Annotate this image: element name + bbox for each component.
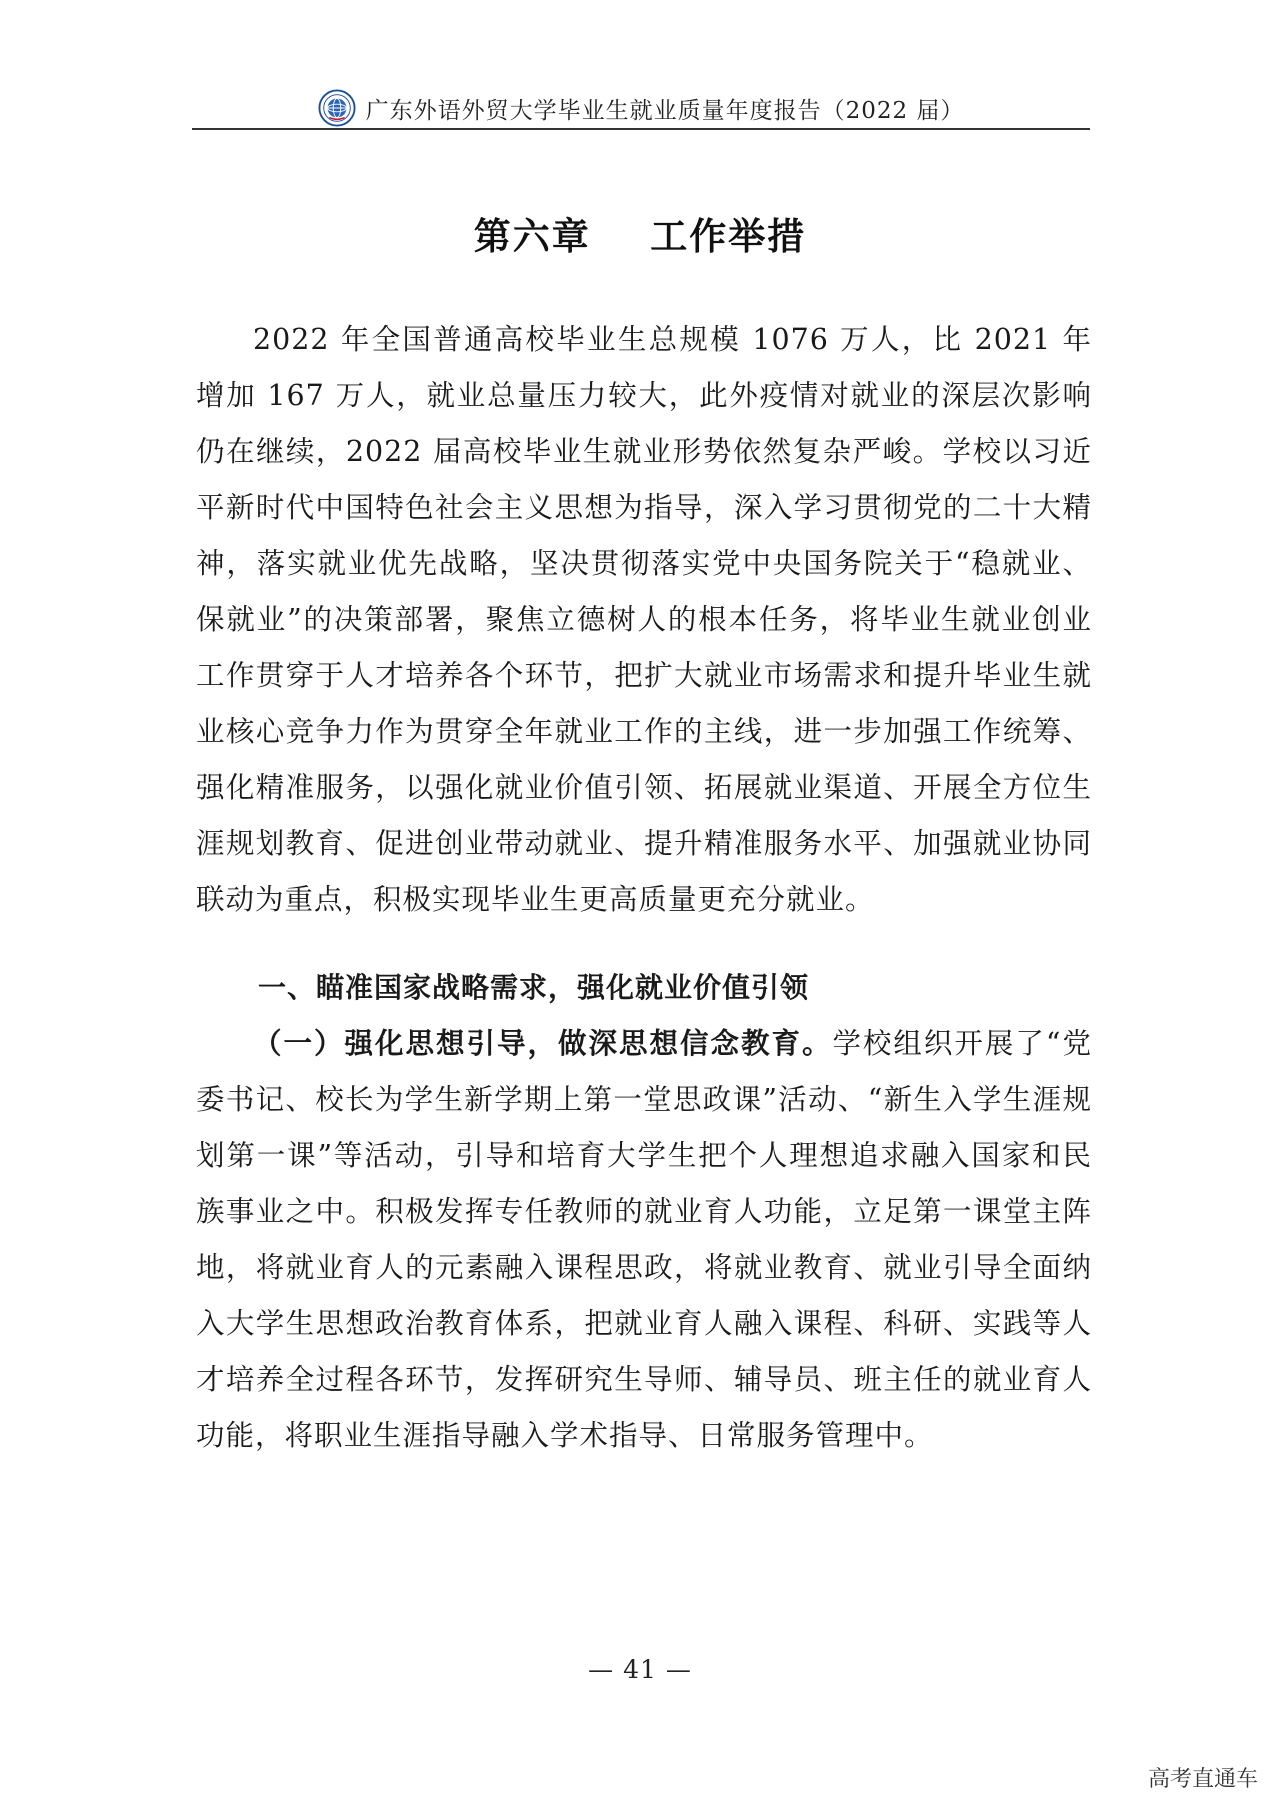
chapter-title: 第六章 工作举措: [473, 215, 807, 258]
page-body: [196, 312, 1092, 1464]
header-divider: [192, 128, 1090, 130]
subsection-paragraph: [196, 1016, 1092, 1464]
watermark: 高考直通车: [1147, 1767, 1258, 1792]
report-title: 广东外语外贸大学毕业生就业质量年度报告（2022 届）: [365, 97, 965, 124]
university-seal-icon: [318, 89, 356, 127]
page-number: — 41 —: [588, 1655, 692, 1684]
subsection-body: 学校组织开展了“党委书记、校长为学生新学期上第一堂思政课”活动、“新生入学生涯规划第一课”等活动，引导和培育大学生把个人理想追求融入国家和民族事业之中。积极发挥专任教师的就业育人功能，立足第一课堂主阵地，将就业育人的元素融入课程思政，将就业教育、就业引导全面纳入大学生思想政治教育体系，把就业育人融入课程、科研、实践等人才培养全过程各环节，发挥研究生导师、辅导员、班主任的就业育人功能，将职业生涯指导融入学术指导、日常服务管理中。: [196, 1027, 1092, 1452]
subsection-heading: （一）强化思想引导，做深思想信念教育。: [253, 1027, 833, 1060]
intro-paragraph: 2022 年全国普通高校毕业生总规模 1076 万人，比 2021 年增加 167 万人，就业总量压力较大，此外疫情对就业的深层次影响仍在继续，2022 届高校毕业生就业形势依然复杂严峻。学校以习近平新时代中国特色社会主义思想为指导，深入学习贯彻党的二十大精神，落实就业优先战略，坚决贯彻落实党中央国务院关于“稳就业、保就业”的决策部署，聚焦立德树人的根本任务，将毕业生就业创业工作贯穿于人才培养各个环节，把扩大就业市场需求和提升毕业生就业核心竞争力作为贯穿全年就业工作的主线，进一步加强工作统筹、强化精准服务，以强化就业价值引领、拓展就业渠道、开展全方位生涯规划教育、促进创业带动就业、提升精准服务水平、加强就业协同联动为重点，积极实现毕业生更高质量更充分就业。: [196, 323, 1092, 916]
section-heading: 一、瞄准国家战略需求，强化就业价值引领: [258, 971, 810, 1004]
page-header: [192, 88, 1090, 128]
